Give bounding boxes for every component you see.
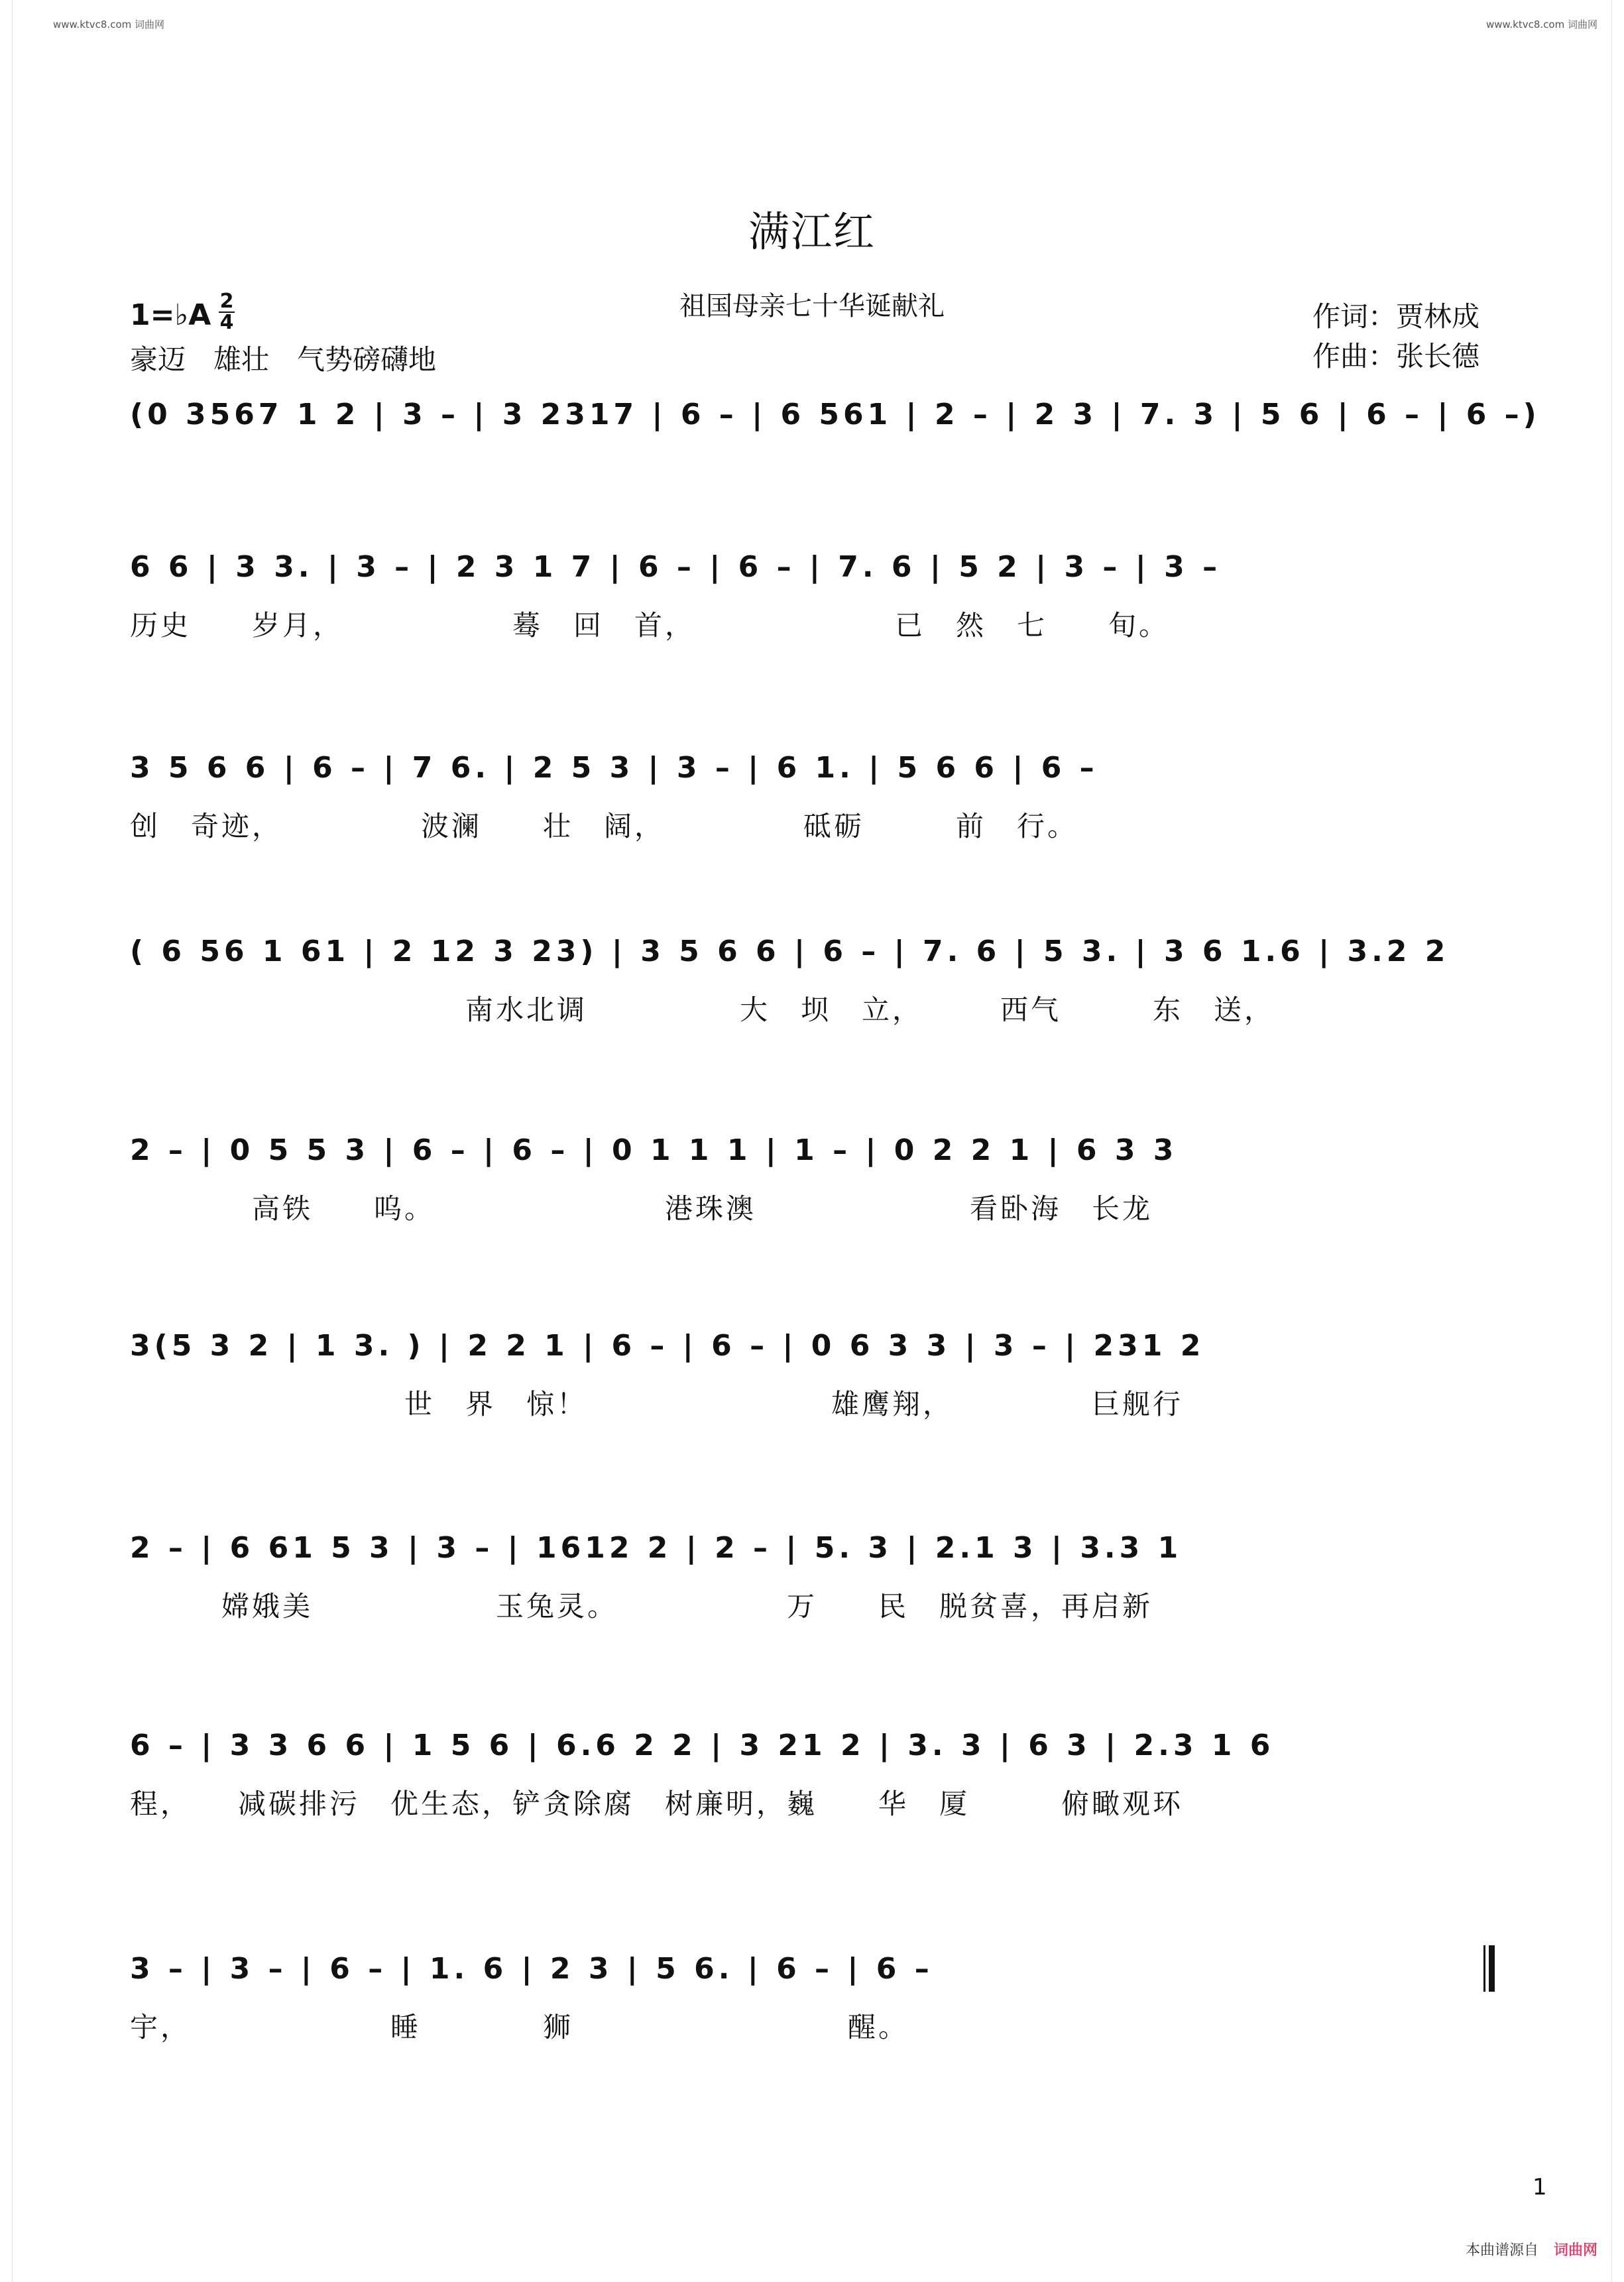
page-title: 满江红 <box>748 207 876 256</box>
lyrics-line: 高铁 呜。 港珠澳 看卧海 长龙 <box>130 1192 1153 1225</box>
lyrics-line: 程， 减碳排污 优生态，铲贪除腐 树廉明，巍 华 厦 俯瞰观环 <box>130 1788 1184 1820</box>
footer-source <box>1466 2239 1597 2259</box>
time-signature <box>219 292 235 333</box>
final-barline-thin <box>1483 1945 1485 1992</box>
score-row-2 <box>130 550 1495 644</box>
tempo-marking: 豪迈 雄壮 气势磅礴地 <box>130 343 437 376</box>
lyrics-line: 世 界 惊！ 雄鹰翔， 巨舰行 <box>130 1388 1184 1420</box>
score-row-7 <box>130 1531 1495 1625</box>
notes-line: 3(5 3 2 | 1 3. ) | 2 2 1 | 6 – | 6 – | 0 6 3 3 | 3 – | 231 2 <box>130 1329 1205 1363</box>
left-margin-strip <box>0 0 13 2282</box>
notes-line: ( 6 56 1 61 | 2 12 3 23) | 3 5 6 6 | 6 – | 7. 6 | 5 3. | 3 6 1.6 | 3.2 2 <box>130 935 1450 968</box>
lyrics-line: 创 奇迹， 波澜 壮 阔， 砥砺 前 行。 <box>130 810 1078 842</box>
lyrics-line: 宇， 睡 狮 醒。 <box>130 2011 909 2043</box>
notes-line: (0 3567 1 2 | 3 – | 3 2317 | 6 – | 6 561 | 2 – | 2 3 | 7. 3 | 5 6 | 6 – | 6 –) <box>130 398 1540 431</box>
header-site-left: www.ktvc8.com 词曲网 <box>53 19 165 30</box>
notes-line: 3 – | 3 – | 6 – | 1. 6 | 2 3 | 5 6. | 6 – | 6 – <box>130 1952 933 1986</box>
score-row-3 <box>130 751 1495 844</box>
score-row-1 <box>130 398 1540 431</box>
final-barline-thick <box>1489 1945 1495 1992</box>
notes-line: 2 – | 0 5 5 3 | 6 – | 6 – | 0 1 1 1 | 1 – | 0 2 2 1 | 6 3 3 <box>130 1133 1178 1167</box>
key-signature: 1=♭A <box>130 298 211 332</box>
time-signature-top: 2 <box>219 290 234 313</box>
composer-credit: 作曲：张长德 <box>1312 340 1480 372</box>
score-row-4 <box>130 935 1495 1028</box>
lyrics-line: 历史 岁月， 蓦 回 首， 已 然 七 旬。 <box>130 609 1170 642</box>
footer-source-label: 本曲谱源自 <box>1465 2242 1538 2259</box>
time-signature-bottom: 4 <box>219 311 234 334</box>
score-row-5 <box>130 1133 1495 1227</box>
page-number: 1 <box>1533 2174 1547 2200</box>
right-margin-strip <box>1611 0 1624 2282</box>
lyrics-line: 南水北调 大 坝 立， 西气 东 送， <box>130 994 1275 1026</box>
notes-line: 6 – | 3 3 6 6 | 1 5 6 | 6.6 2 2 | 3 21 2 | 3. 3 | 6 3 | 2.3 1 6 <box>130 1729 1275 1762</box>
notes-line: 2 – | 6 61 5 3 | 3 – | 1612 2 | 2 – | 5. 3 | 2.1 3 | 3.3 1 <box>130 1531 1183 1565</box>
notes-line: 6 6 | 3 3. | 3 – | 2 3 1 7 | 6 – | 6 – | 7. 6 | 5 2 | 3 – | 3 – <box>130 550 1222 584</box>
score-row-9 <box>130 1952 1495 2045</box>
score-row-6 <box>130 1329 1495 1422</box>
notes-line: 3 5 6 6 | 6 – | 7 6. | 2 5 3 | 3 – | 6 1. | 5 6 6 | 6 – <box>130 751 1098 785</box>
lyrics-line: 嫦娥美 玉兔灵。 万 民 脱贫喜，再启新 <box>130 1590 1153 1623</box>
score-row-8 <box>130 1729 1495 1822</box>
footer-source-site[interactable]: 词曲网 <box>1553 2242 1597 2259</box>
header-site-right: www.ktvc8.com 词曲网 <box>1485 19 1597 30</box>
lyricist-credit: 作词：贾林成 <box>1312 300 1480 333</box>
subtitle: 祖国母亲七十华诞献礼 <box>679 291 945 321</box>
